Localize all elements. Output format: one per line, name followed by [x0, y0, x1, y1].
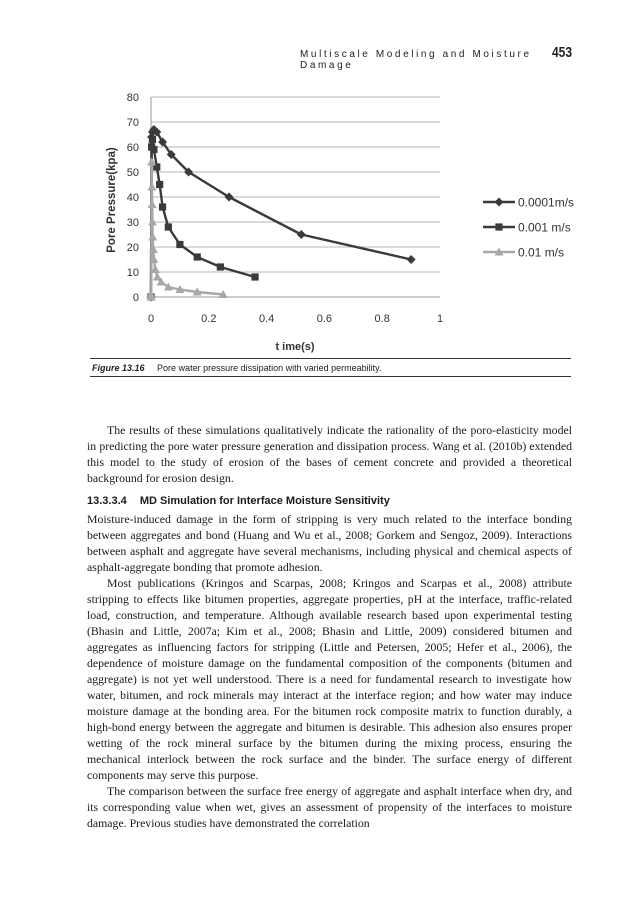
figure-top-rule [90, 358, 571, 359]
y-tick-label: 20 [126, 242, 139, 254]
x-tick-label: 0.6 [316, 313, 333, 325]
y-tick-label: 70 [126, 117, 139, 129]
pore-pressure-chart [95, 85, 575, 360]
data-point [297, 230, 306, 239]
page-number: 453 [551, 44, 572, 61]
data-point [176, 241, 183, 248]
paragraph: The comparison between the surface free energy of aggregate and asphalt interface when dry, and its corresponding value when wet, gives an assessment of propensity of the interfaces to moisture damage. Previous studies have demonstrated the correlation [87, 784, 572, 830]
data-point [149, 136, 156, 143]
chart-axes [151, 97, 440, 299]
x-tick-label: 0.8 [374, 313, 390, 325]
data-point [147, 183, 156, 191]
data-point [165, 223, 172, 230]
chart-tick-labels [127, 92, 443, 325]
series-group [147, 125, 416, 302]
figure-caption-text: Pore water pressure dissipation with varied permeability. [157, 363, 382, 373]
figure-caption [92, 363, 572, 373]
paragraph: Moisture-induced damage in the form of stripping is very much related to the interface bonding between aggregates and bond (Huang and Wu et al., 2008; Gorkem and Sengoz, 2009). Interactions between asphalt and aggregate have several mechanisms, including physical and chemical aspects of asphalt-aggregate bonding that promote adhesion. [87, 512, 572, 574]
legend-label: 0.0001m/s [518, 195, 575, 210]
data-point [150, 146, 157, 153]
data-point [148, 200, 157, 208]
data-point [159, 203, 166, 210]
x-tick-label: 0.2 [201, 313, 217, 325]
y-axis-label: Pore Pressure(kpa) [106, 147, 118, 253]
x-tick-label: 0 [147, 313, 155, 325]
chart-legend [483, 196, 574, 260]
results-paragraph-block [87, 422, 572, 486]
y-tick-label: 50 [126, 167, 139, 179]
x-tick-label: 0.4 [258, 313, 275, 325]
section-title: MD Simulation for Interface Moisture Sensitivity [139, 495, 390, 507]
y-tick-label: 10 [126, 267, 139, 279]
figure-label: Figure 13.16 [92, 363, 145, 373]
y-tick-label: 40 [126, 192, 139, 204]
x-axis-label: t ime(s) [275, 341, 315, 353]
y-tick-label: 30 [126, 217, 139, 229]
series-group [147, 136, 258, 301]
data-point [148, 233, 157, 241]
section-body [87, 511, 572, 831]
legend-label: 0.01 m/s [518, 245, 565, 260]
legend-marker [495, 198, 504, 207]
section-heading [87, 495, 390, 507]
legend-marker [495, 223, 502, 230]
data-point [217, 263, 224, 270]
data-point [194, 253, 201, 260]
chart-series [147, 125, 416, 302]
paragraph: Most publications (Kringos and Scarpas, 2008; Kringos and Scarpas et al., 2008) attribute stripping to effects like bitumen properties, aggregate properties, pH at the interface, traffic-related load, construction, and temperature. Although available research based upon experimental testing (Bhasin and Little, 2007a; Kim et al., 2008; Bhasin and Little, 2009) considered bitumen and aggregates as influencing factors for stripping (Little and Petersen, 2005; Hefer et al., 2006), the dependence of moisture damage on the fundamental composition of the components (bitumen and aggregate) is not yet well understood. There is a need for fundamental research to investigate how water, bitumen, and rock minerals may interact at the interface region; and how water may induce moisture damage at the bonding area. For the bitumen rock composite matrix to function durably, a high-bond energy between the aggregate and bitumen is desirable. This adhesion also ensures proper wetting of the rock mineral surface by the bitumen during the mixing process, ensuring the mechanical interlock between the rock surface and the binder. The surface energy of different components may serve this purpose. [87, 576, 572, 782]
paragraph: The results of these simulations qualitatively indicate the rationality of the poro-elasticity model in predicting the pore water pressure generation and dissipation process. Wang et al. (2010b) extended this model to the study of erosion of the bases of cement concrete and provided a theoretical background for erosion design. [87, 423, 572, 485]
y-tick-label: 60 [126, 142, 139, 154]
running-title: Multiscale Modeling and Moisture Damage [300, 49, 532, 71]
running-head [300, 44, 572, 71]
x-tick-label: 1 [436, 313, 444, 325]
figure-bottom-rule [90, 376, 571, 377]
series-line [151, 140, 255, 298]
legend-label: 0.001 m/s [518, 220, 571, 235]
section-number: 13.3.3.4 [87, 495, 127, 507]
data-point [251, 273, 258, 280]
chart-gridlines [151, 97, 440, 272]
y-tick-label: 80 [126, 92, 139, 104]
y-tick-label: 0 [132, 292, 139, 304]
data-point [156, 181, 163, 188]
data-point [407, 255, 416, 264]
